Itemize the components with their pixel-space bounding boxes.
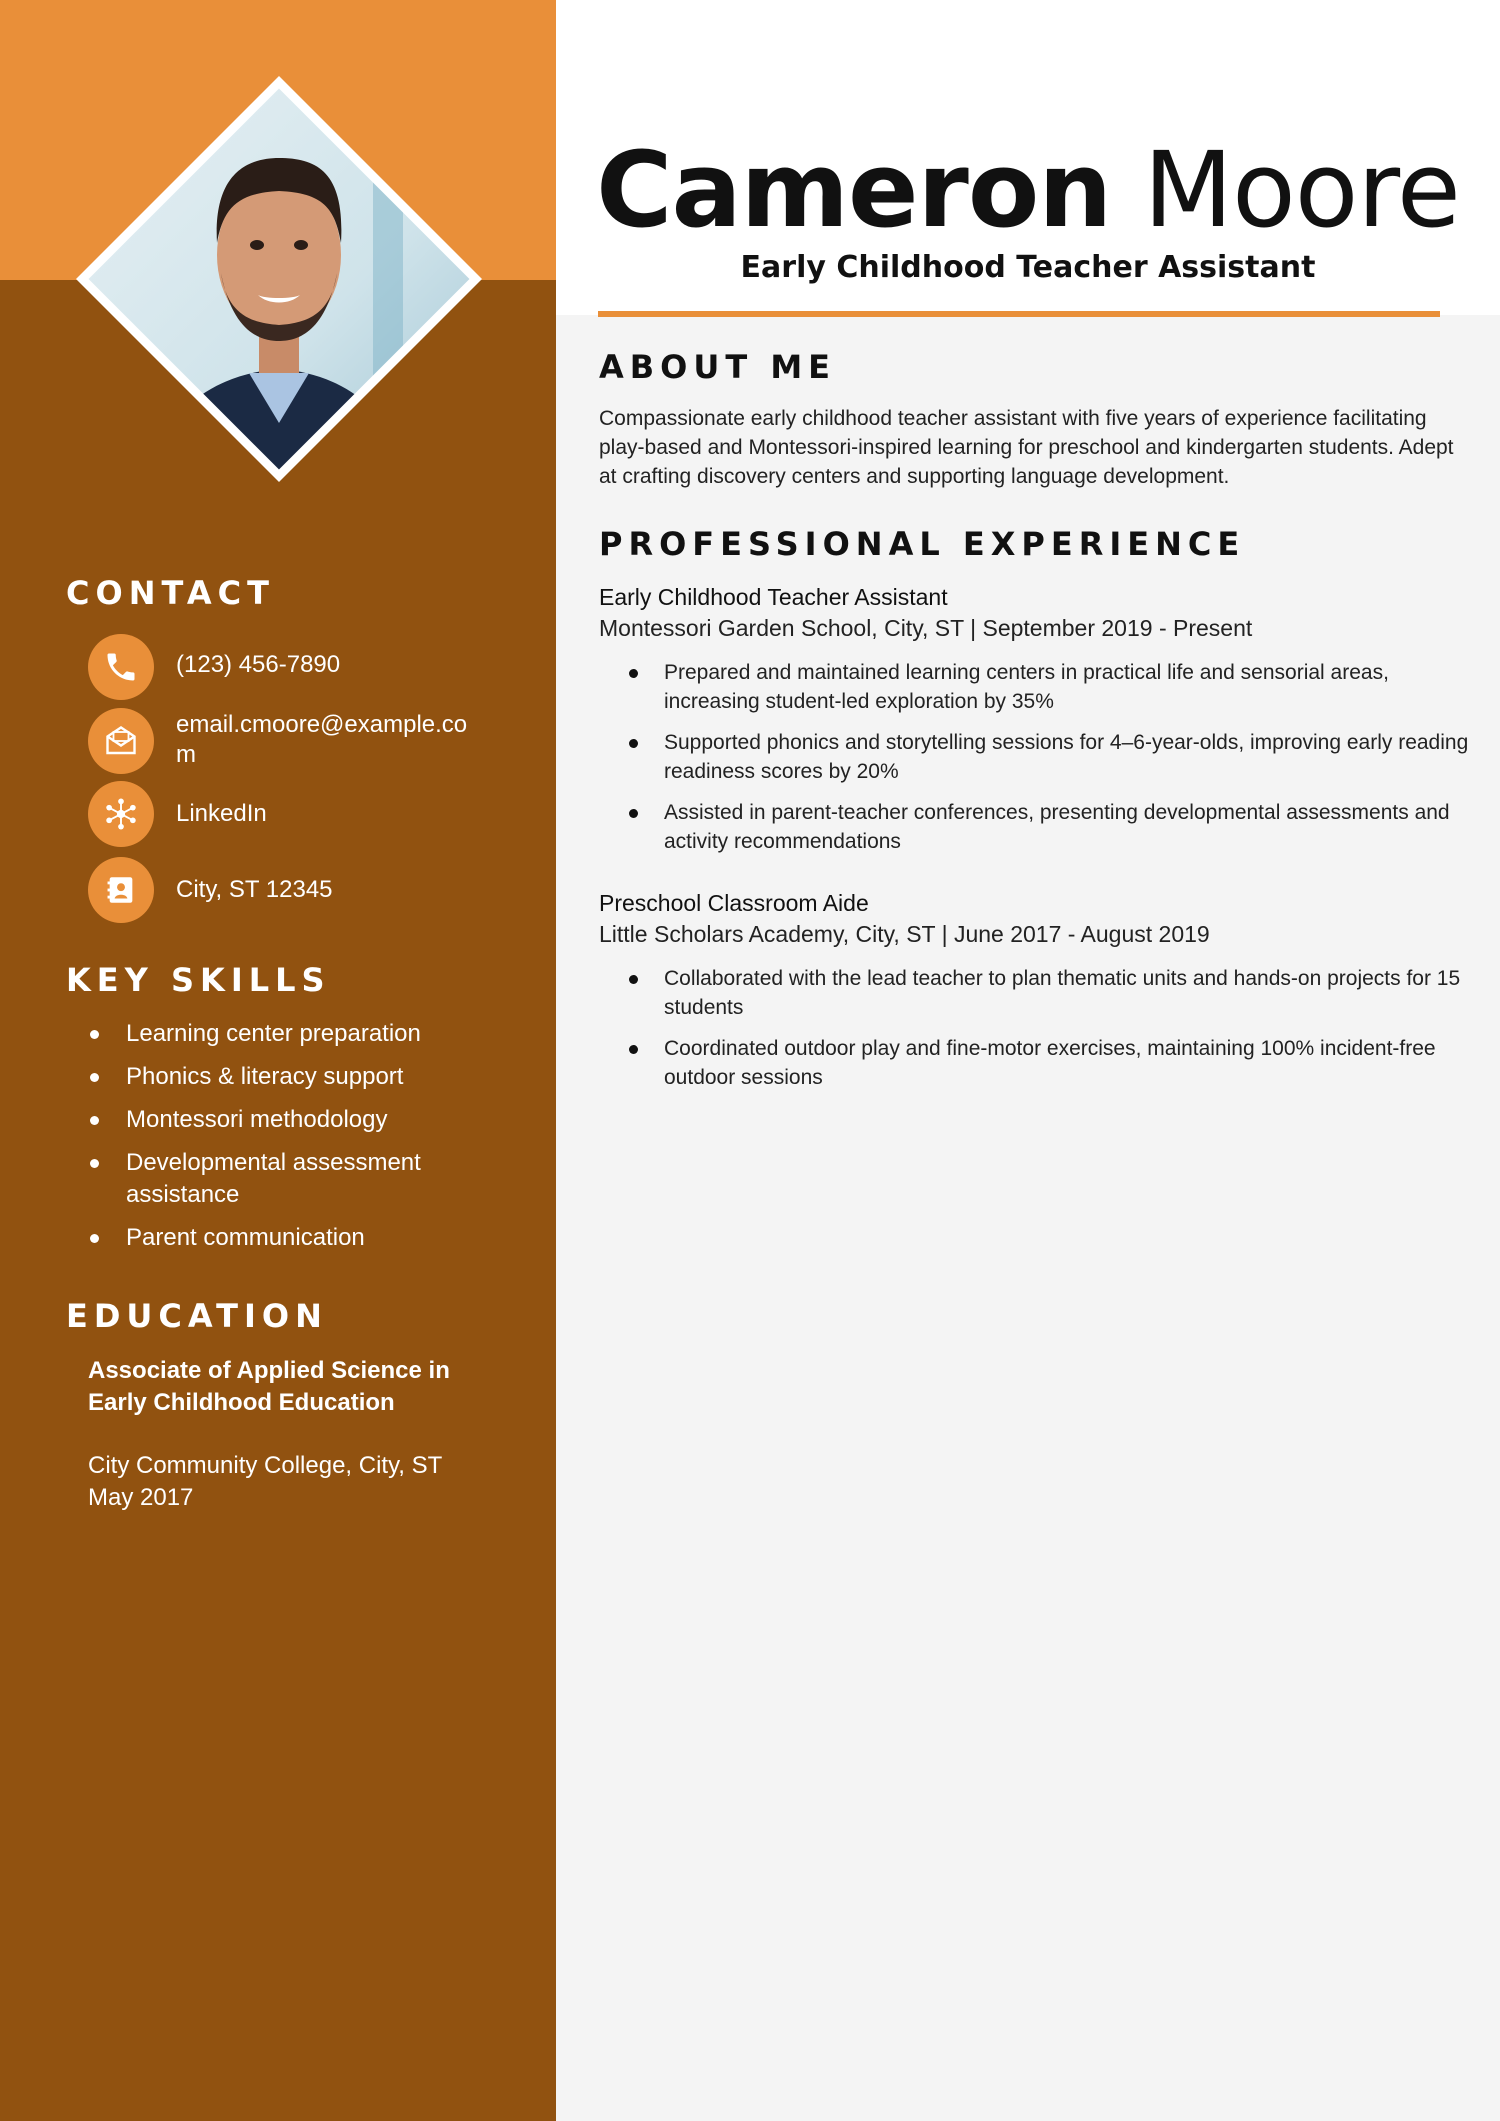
job-bullets	[599, 964, 1469, 1092]
job-bullet-text: Prepared and maintained learning centers in practical life and sensorial areas, increasing student-led exploration by 35%	[664, 661, 1389, 713]
job-bullet	[599, 728, 1469, 786]
bullet-icon	[629, 1045, 638, 1054]
contact-linkedin-text[interactable]: LinkedIn	[176, 800, 267, 827]
skill-text: Parent communication	[126, 1224, 365, 1251]
contact-email-text: email.cmoore@example.com	[176, 711, 468, 768]
job-company: Montessori Garden School, City, ST | September 2019 - Present	[599, 615, 1253, 641]
experience-heading: PROFESSIONAL EXPERIENCE	[599, 525, 1246, 563]
bullet-icon	[629, 669, 638, 678]
job-title: Early Childhood Teacher Assistant	[740, 250, 1316, 285]
skill-text: Learning center preparation	[126, 1020, 421, 1047]
job-bullet	[599, 964, 1469, 1022]
job-bullet-text: Coordinated outdoor play and fine-motor exercises, maintaining 100% incident-free outdoor sessions	[664, 1037, 1436, 1089]
contact-address-text: City, ST 12345	[176, 876, 333, 903]
bullet-icon	[629, 739, 638, 748]
last-name: Moore	[1143, 129, 1460, 251]
about-heading: ABOUT ME	[599, 348, 837, 386]
bullet-icon	[90, 1073, 99, 1082]
job-entry	[599, 582, 1469, 868]
skill-text: Montessori methodology	[126, 1106, 388, 1133]
skill-item	[66, 1061, 506, 1093]
bullet-icon	[629, 809, 638, 818]
skill-item	[66, 1018, 506, 1050]
about-text: Compassionate early childhood teacher assistant with five years of experience facilitating play-based and Montessori-inspired learning for preschool and kindergarten students. Adept at crafting discovery centers and supporting language development.	[599, 407, 1454, 488]
job-role: Preschool Classroom Aide	[599, 890, 869, 916]
phone-icon	[88, 634, 154, 700]
job-entry	[599, 888, 1469, 1104]
job-company: Little Scholars Academy, City, ST | June 2017 - August 2019	[599, 921, 1210, 947]
job-bullet-text: Supported phonics and storytelling sessions for 4–6-year-olds, improving early reading readiness scores by 20%	[664, 731, 1469, 783]
education-school: City Community College, City, ST	[88, 1452, 443, 1479]
bullet-icon	[629, 975, 638, 984]
skills-list	[66, 1018, 506, 1265]
contact-phone-text: (123) 456-7890	[176, 651, 341, 678]
job-bullet-text: Collaborated with the lead teacher to plan thematic units and hands-on projects for 15 students	[664, 967, 1461, 1019]
skill-text: Phonics & literacy support	[126, 1063, 404, 1090]
skill-item	[66, 1222, 506, 1254]
job-bullet	[599, 658, 1469, 716]
job-role: Early Childhood Teacher Assistant	[599, 584, 948, 610]
job-bullet	[599, 1034, 1469, 1092]
education-date: May 2017	[88, 1484, 194, 1511]
email-icon	[88, 708, 154, 774]
skill-item	[66, 1104, 506, 1136]
header-divider	[598, 311, 1440, 317]
address-book-icon	[88, 857, 154, 923]
bullet-icon	[90, 1159, 99, 1168]
candidate-name	[556, 130, 1500, 250]
job-bullet-text: Assisted in parent-teacher conferences, presenting developmental assessments and activity recommendations	[664, 801, 1450, 853]
skill-item	[66, 1147, 506, 1211]
job-bullets	[599, 658, 1469, 856]
bullet-icon	[90, 1030, 99, 1039]
key-skills-heading: KEY SKILLS	[66, 961, 331, 999]
bullet-icon	[90, 1234, 99, 1243]
network-icon	[88, 781, 154, 847]
profile-photo	[73, 73, 485, 485]
education-degree: Associate of Applied Science in Early Childhood Education	[88, 1357, 450, 1416]
education-heading: EDUCATION	[66, 1297, 328, 1335]
bullet-icon	[90, 1116, 99, 1125]
contact-heading: CONTACT	[66, 574, 275, 612]
skill-text: Developmental assessment assistance	[126, 1149, 421, 1208]
education-school-block	[88, 1450, 508, 1514]
first-name: Cameron	[596, 129, 1112, 251]
job-bullet	[599, 798, 1469, 856]
